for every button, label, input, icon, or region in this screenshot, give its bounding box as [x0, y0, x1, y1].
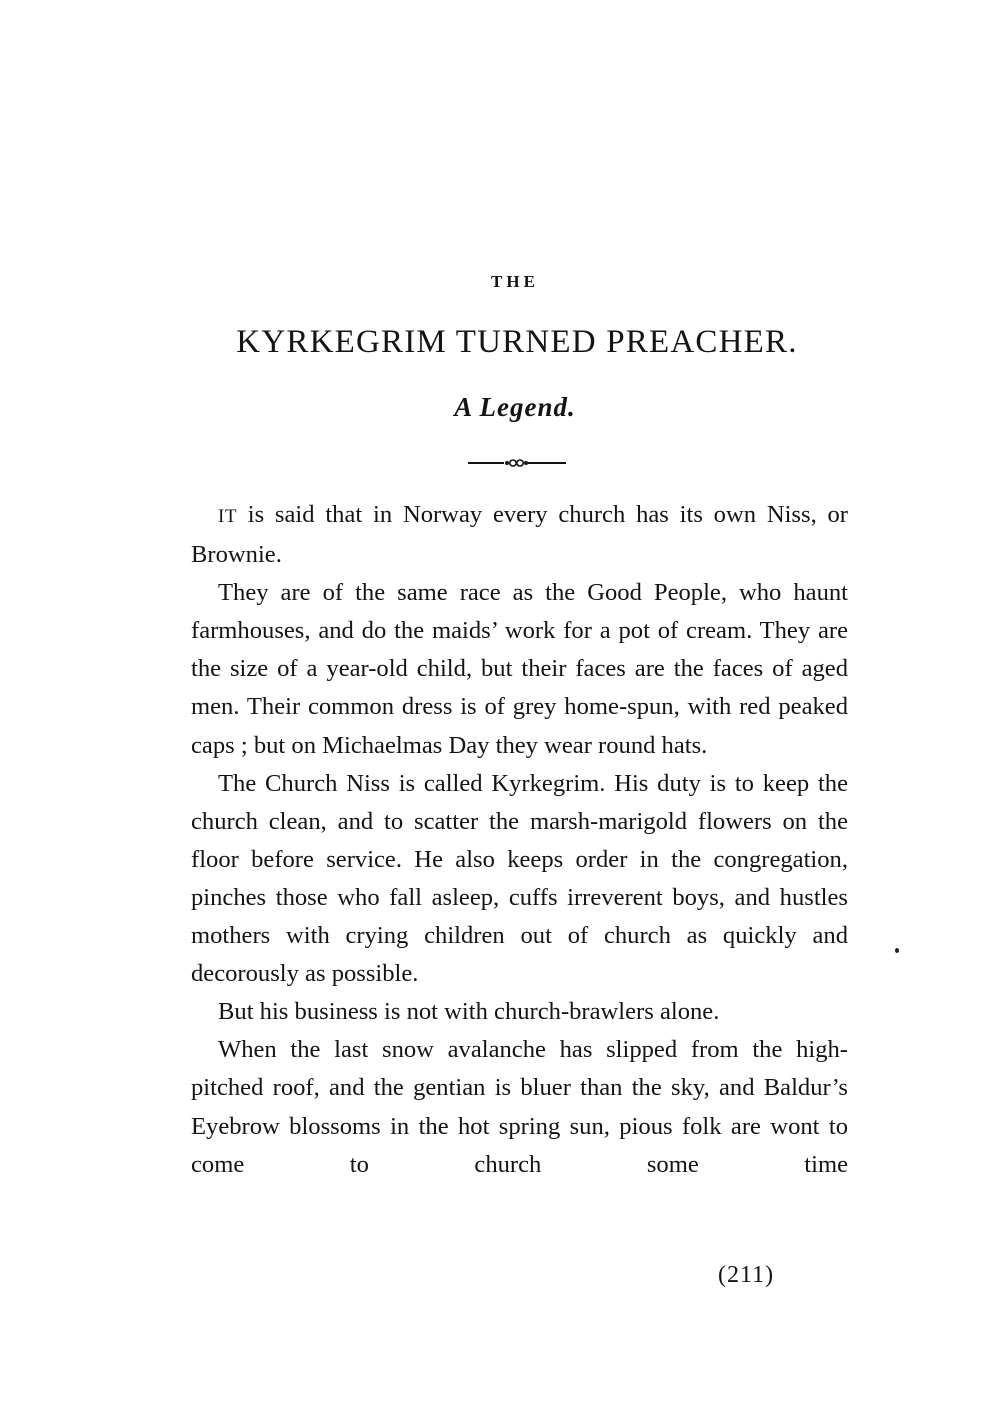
page-number: (211) — [718, 1262, 775, 1288]
paragraph-5: When the last snow avalanche has slipped from the high-pitched roof, and the gentian is bluer than the sky, and Baldur’s Eyebrow blossoms in the hot spring sun, pious folk are wont to come to church some time — [191, 1036, 848, 1178]
paragraph-1 — [191, 496, 848, 574]
heading-the: THE — [491, 272, 539, 291]
paragraph-3: The Church Niss is called Kyrkegrim. His duty is to keep the church clean, and to scatter the marsh-marigold flowers on the floor before service. He also keeps order in the congregation, pinches those who fall asleep, cuffs irreverent boys, and hustles mothers with crying children out of church as quickly and decorously as possible. — [191, 769, 848, 988]
ink-speck — [895, 948, 899, 953]
story-body — [191, 496, 848, 1184]
ornament-rule-icon — [468, 456, 566, 470]
paragraph-4: But his business is not with church-brawlers alone. — [218, 998, 720, 1026]
paragraph-1-text: is said that in Norway every church has its own Niss, or Brownie. — [191, 501, 848, 569]
story-title: KYRKEGRIM TURNED PREACHER. — [236, 324, 798, 360]
paragraph-2: They are of the same race as the Good People, who haunt farmhouses, and do the maids’ work for a pot of cream. They are the size of a year-old child, but their faces are the faces of aged men. Their common dress is of grey home-spun, with red peaked caps ; but on Michaelmas Day they wear round hats. — [191, 579, 848, 759]
story-subtitle: A Legend. — [454, 392, 576, 422]
drop-word: IT — [218, 506, 237, 527]
